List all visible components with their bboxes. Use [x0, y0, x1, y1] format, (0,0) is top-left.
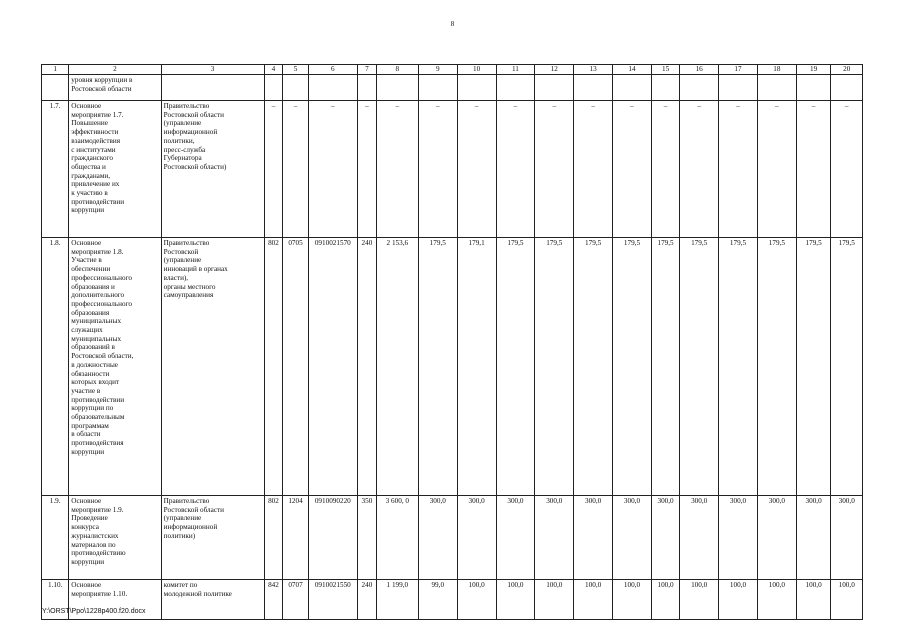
value-cell: 179,5 [651, 238, 679, 496]
value-cell: 99,0 [418, 580, 457, 620]
column-number-cell: 18 [757, 65, 796, 75]
column-number-cell: 14 [613, 65, 652, 75]
value-cell: 179,5 [574, 238, 613, 496]
executor-cell: Правительство Ростовской области (управление информационной политики, пресс-служба Губернатора Ростовской области) [161, 101, 264, 238]
value-cell [831, 75, 863, 101]
value-cell: – [680, 101, 719, 238]
value-cell: 179,5 [757, 238, 796, 496]
column-number-cell: 8 [376, 65, 418, 75]
value-cell: – [831, 101, 863, 238]
table-row [42, 496, 863, 580]
value-cell: 179,5 [719, 238, 758, 496]
column-number-cell: 3 [161, 65, 264, 75]
value-cell: 100,0 [574, 580, 613, 620]
table-row [42, 75, 863, 101]
column-number-cell: 13 [574, 65, 613, 75]
value-cell [264, 75, 283, 101]
column-number-cell: 10 [457, 65, 496, 75]
value-cell: 100,0 [651, 580, 679, 620]
column-number-cell: 2 [69, 65, 161, 75]
value-cell: 300,0 [651, 496, 679, 580]
table-row [42, 101, 863, 238]
value-cell: 179,1 [457, 238, 496, 496]
value-cell [283, 75, 308, 101]
value-cell: 100,0 [613, 580, 652, 620]
value-cell: 300,0 [757, 496, 796, 580]
value-cell: 100,0 [496, 580, 535, 620]
table-row [42, 238, 863, 496]
value-cell: 300,0 [496, 496, 535, 580]
value-cell: 100,0 [719, 580, 758, 620]
value-cell: 100,0 [457, 580, 496, 620]
value-cell: 0707 [283, 580, 308, 620]
value-cell: 179,5 [496, 238, 535, 496]
value-cell: 179,5 [613, 238, 652, 496]
page-number: 8 [450, 20, 455, 28]
value-cell: – [574, 101, 613, 238]
value-cell [719, 75, 758, 101]
value-cell: – [651, 101, 679, 238]
budget-table [41, 64, 863, 620]
activity-name-cell: Основное мероприятие 1.10. [69, 580, 161, 620]
column-number-cell: 4 [264, 65, 283, 75]
value-cell: 802 [264, 496, 283, 580]
executor-cell: Правительство Ростовской (управление инноваций в органах власти), органы местного самоуправления [161, 238, 264, 496]
value-cell [357, 75, 376, 101]
value-cell [613, 75, 652, 101]
value-cell: 300,0 [831, 496, 863, 580]
value-cell: 0705 [283, 238, 308, 496]
row-number-cell: 1.7. [42, 101, 69, 238]
value-cell: 100,0 [796, 580, 831, 620]
value-cell [376, 75, 418, 101]
value-cell: 0910021550 [308, 580, 357, 620]
value-cell: – [357, 101, 376, 238]
value-cell: 100,0 [535, 580, 574, 620]
value-cell: – [496, 101, 535, 238]
column-number-cell: 6 [308, 65, 357, 75]
row-number-cell: 1.10. [42, 580, 69, 620]
value-cell: – [418, 101, 457, 238]
value-cell: 300,0 [574, 496, 613, 580]
value-cell [496, 75, 535, 101]
value-cell: 179,5 [796, 238, 831, 496]
value-cell [457, 75, 496, 101]
value-cell: – [283, 101, 308, 238]
activity-name-cell: Основное мероприятие 1.8. Участие в обеспечении профессионального образования и дополнительного профессионального образования муниципальных служащих муниципальных образований в Ростовской области, в должностные обязанности которых входит участие в противодействии коррупции по образовательным программам в области противодействия коррупции [69, 238, 161, 496]
column-number-cell: 11 [496, 65, 535, 75]
value-cell: – [376, 101, 418, 238]
value-cell: 1 199,0 [376, 580, 418, 620]
value-cell: 240 [357, 238, 376, 496]
value-cell: 0910021570 [308, 238, 357, 496]
column-number-cell: 7 [357, 65, 376, 75]
column-number-cell: 20 [831, 65, 863, 75]
executor-cell [161, 75, 264, 101]
value-cell: 300,0 [535, 496, 574, 580]
value-cell: 179,5 [680, 238, 719, 496]
value-cell: 100,0 [757, 580, 796, 620]
column-number-cell: 16 [680, 65, 719, 75]
value-cell: 3 600, 0 [376, 496, 418, 580]
value-cell: 1204 [283, 496, 308, 580]
value-cell: 240 [357, 580, 376, 620]
value-cell [574, 75, 613, 101]
activity-name-cell: Основное мероприятие 1.9. Проведение конкурса журналистских материалов по противодействию коррупции [69, 496, 161, 580]
value-cell: – [308, 101, 357, 238]
column-number-row [42, 65, 863, 75]
column-number-cell: 1 [42, 65, 69, 75]
value-cell: 300,0 [457, 496, 496, 580]
value-cell: 300,0 [719, 496, 758, 580]
value-cell: 350 [357, 496, 376, 580]
value-cell: 300,0 [613, 496, 652, 580]
value-cell: 300,0 [680, 496, 719, 580]
value-cell [796, 75, 831, 101]
value-cell: – [613, 101, 652, 238]
value-cell [680, 75, 719, 101]
value-cell [535, 75, 574, 101]
file-path-footer: Y:\ORST\Ppo\1228p400.f20.docx [42, 608, 146, 615]
value-cell [757, 75, 796, 101]
column-number-cell: 5 [283, 65, 308, 75]
column-number-cell: 19 [796, 65, 831, 75]
row-number-cell [42, 75, 69, 101]
value-cell: 300,0 [796, 496, 831, 580]
activity-name-cell: Основное мероприятие 1.7. Повышение эффективности взаимодействия с институтами гражданского общества и гражданами, привлечение их к участию в противодействии коррупции [69, 101, 161, 238]
value-cell: 179,5 [535, 238, 574, 496]
value-cell: – [264, 101, 283, 238]
value-cell: – [457, 101, 496, 238]
row-number-cell: 1.9. [42, 496, 69, 580]
value-cell: 179,5 [418, 238, 457, 496]
value-cell: 100,0 [831, 580, 863, 620]
value-cell [651, 75, 679, 101]
value-cell [308, 75, 357, 101]
value-cell: 179,5 [831, 238, 863, 496]
executor-cell: комитет по молодежной политике [161, 580, 264, 620]
value-cell: 842 [264, 580, 283, 620]
column-number-cell: 15 [651, 65, 679, 75]
value-cell: 2 153,6 [376, 238, 418, 496]
value-cell: 0910090220 [308, 496, 357, 580]
activity-name-cell: уровня коррупции в Ростовской области [69, 75, 161, 101]
row-number-cell: 1.8. [42, 238, 69, 496]
column-number-cell: 17 [719, 65, 758, 75]
value-cell: 300,0 [418, 496, 457, 580]
value-cell: 802 [264, 238, 283, 496]
value-cell: – [535, 101, 574, 238]
value-cell: – [796, 101, 831, 238]
executor-cell: Правительство Ростовской области (управление информационной политики) [161, 496, 264, 580]
value-cell: 100,0 [680, 580, 719, 620]
column-number-cell: 9 [418, 65, 457, 75]
column-number-cell: 12 [535, 65, 574, 75]
value-cell [418, 75, 457, 101]
value-cell: – [719, 101, 758, 238]
value-cell: – [757, 101, 796, 238]
table-row [42, 580, 863, 620]
